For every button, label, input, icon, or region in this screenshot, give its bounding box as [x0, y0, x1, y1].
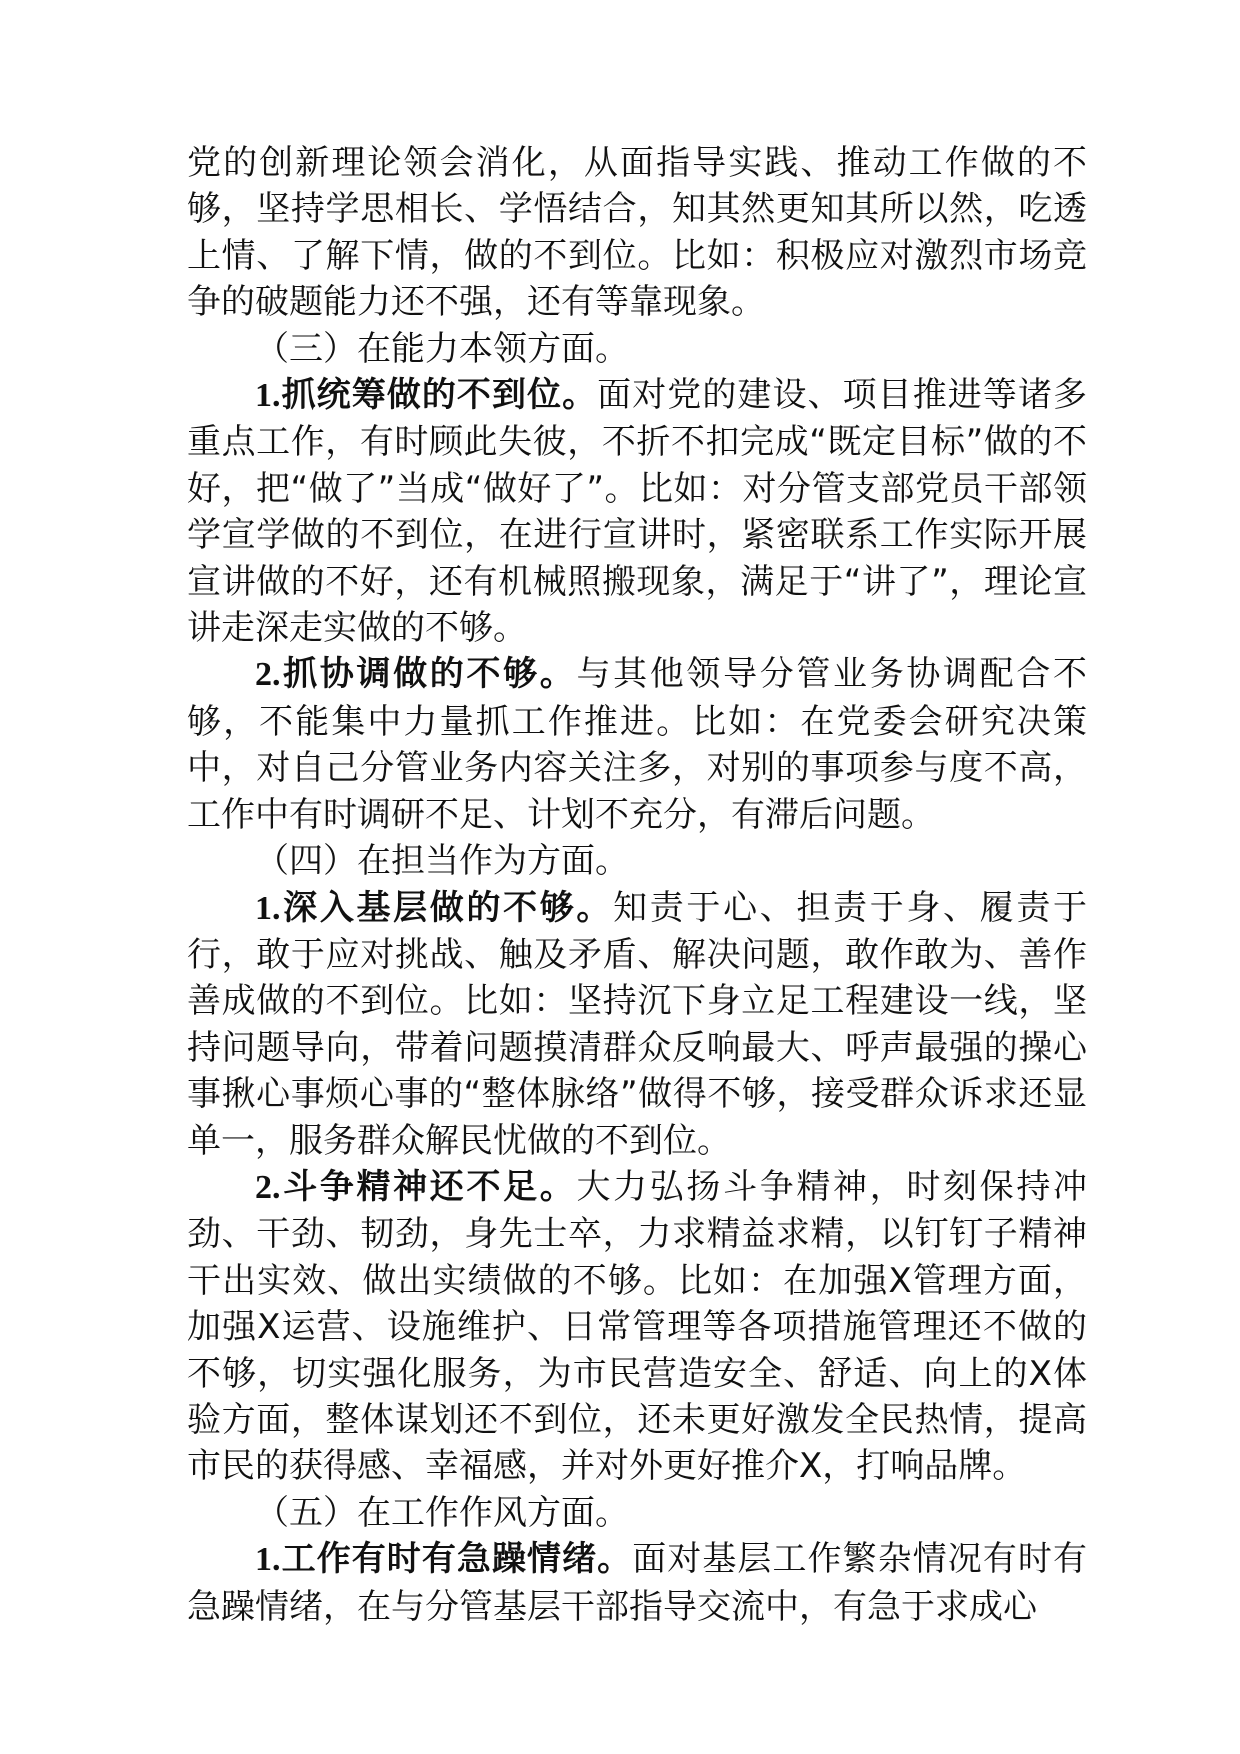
item-text: 大力弘扬斗争精神，时刻保持冲劲、干劲、韧劲，身先士卒，力求精益求精，以钉钉子精神干出实效、做出实绩做的不够。比如：在加强X管理方面，加强X运营、设施维护、日常管理等各项措施管理还不做的不够，切实强化服务，为市民营造安全、舒适、向上的X体验方面，整体谋划还不到位，还未更好激发全民热情，提高市民的获得感、幸福感，并对外更好推介X，打响品牌。 [187, 1166, 1088, 1487]
paragraph-item [187, 1164, 1087, 1490]
paragraph-continuation: 党的创新理论领会消化，从面指导实践、推动工作做的不够，坚持学思相长、学悟结合，知其然更知其所以然，吃透上情、了解下情，做的不到位。比如：积极应对激烈市场竞争的破题能力还不强，还有等靠现象。 [187, 143, 1087, 323]
item-number: 1. [255, 1541, 281, 1579]
paragraph-item [187, 372, 1087, 651]
section-heading-five: （五）在工作作风方面。 [255, 1492, 629, 1533]
item-number: 1. [255, 377, 281, 415]
item-number: 1. [255, 889, 281, 927]
item-number: 2. [255, 656, 281, 694]
item-text: 面对基层工作繁杂情况有时有急躁情绪，在与分管基层干部指导交流中，有急于求成心 [187, 1539, 1088, 1627]
paragraph-item [187, 885, 1087, 1164]
item-text: 面对党的建设、项目推进等诸多重点工作，有时顾此失彼，不折不扣完成“既定目标”做的不好，把“做了”当成“做好了”。比如：对分管支部党员干部领学宣学做的不到位，在进行宣讲时，紧密联系工作实际开展宣讲做的不好，还有机械照搬现象，满足于“讲了”，理论宣讲走深走实做的不够。 [187, 375, 1088, 649]
item-lead: 工作有时有急躁情绪。 [280, 1539, 633, 1580]
item-lead: 抓协调做的不够。 [280, 654, 577, 695]
item-number: 2. [255, 1168, 281, 1206]
document-page [187, 140, 1087, 1630]
item-lead: 深入基层做的不够。 [280, 887, 614, 928]
item-lead: 斗争精神还不足。 [280, 1166, 577, 1207]
paragraph-item [187, 1536, 1087, 1630]
item-text: 知责于心、担责于身、履责于行，敢于应对挑战、触及矛盾、解决问题，敢作敢为、善作善成做的不到位。比如：坚持沉下身立足工程建设一线，坚持问题导向，带着问题摸清群众反响最大、呼声最强的操心事揪心事烦心事的“整体脉络”做得不够，接受群众诉求还显单一，服务群众解民忧做的不到位。 [187, 887, 1088, 1161]
paragraph-item [187, 651, 1087, 838]
item-lead: 抓统筹做的不到位。 [280, 375, 598, 416]
item-text: 与其他领导分管业务协调配合不够，不能集中力量抓工作推进。比如：在党委会研究决策中，对自己分管业务内容关注多，对别的事项参与度不高，工作中有时调研不足、计划不充分，有滞后问题。 [187, 654, 1088, 835]
section-heading-three: （三）在能力本领方面。 [255, 328, 629, 369]
section-heading-four: （四）在担当作为方面。 [255, 841, 629, 882]
